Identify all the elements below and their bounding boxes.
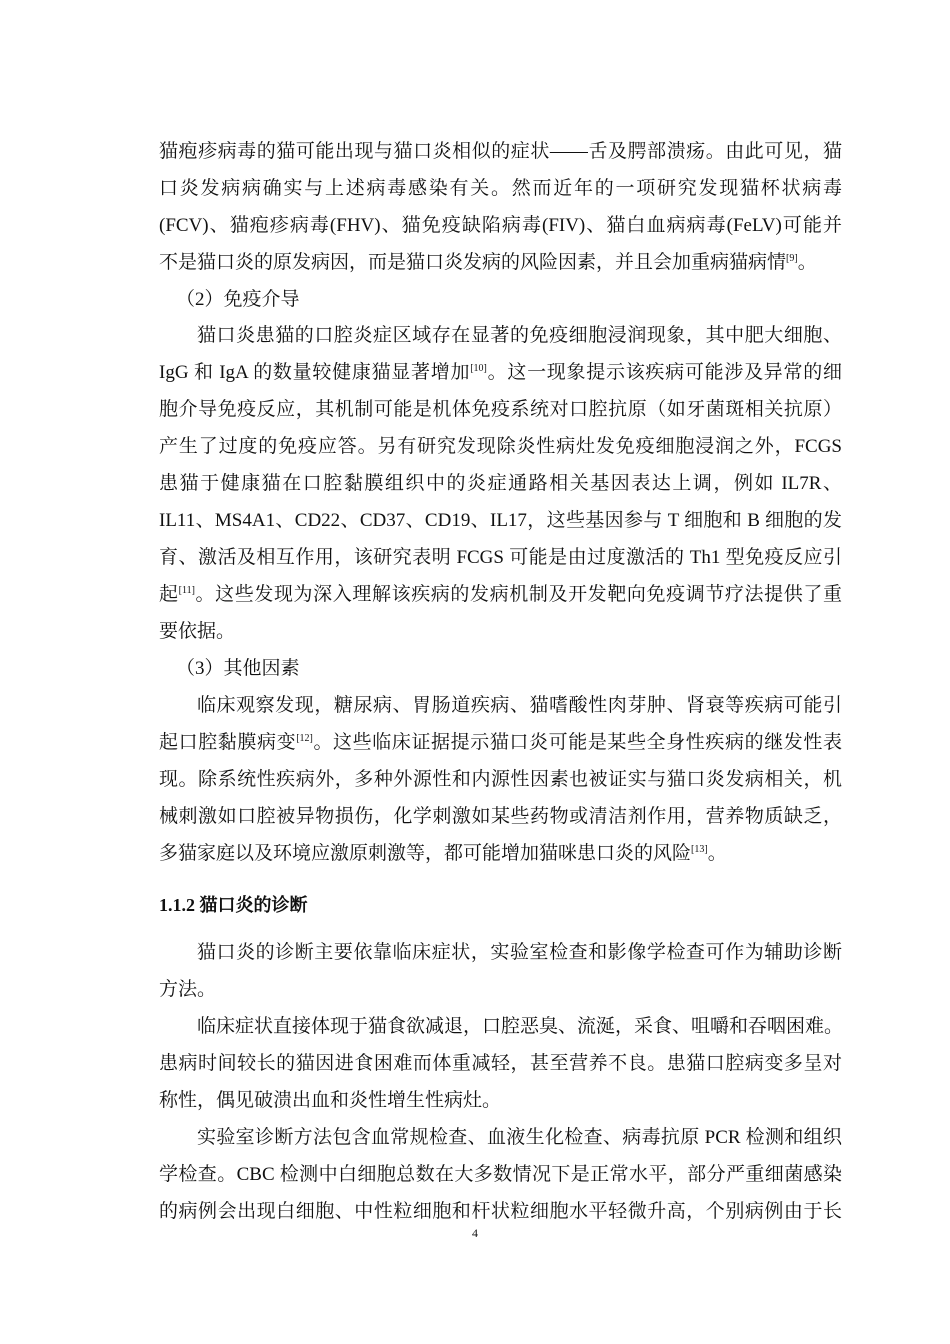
text-line: 猫口炎的诊断主要依靠临床症状，实验室检查和影像学检查可作为辅助诊断 <box>197 942 842 963</box>
text-line: 实验室诊断方法包含血常规检查、血液生化检查、病毒抗原 PCR 检测和组织 <box>197 1127 842 1148</box>
text-span: IgG 和 IgA 的数量较健康猫显著增加 <box>159 362 471 383</box>
page-number: 4 <box>472 1226 478 1240</box>
text-line: 育、激活及相互作用，该研究表明 FCGS 可能是由过度激活的 Th1 型免疫反应引 <box>159 547 842 568</box>
text-line: 要依据。 <box>159 621 236 642</box>
subsection-heading: （3）其他因素 <box>176 658 300 679</box>
text-line <box>159 251 842 275</box>
text-span: 起口腔黏膜病变 <box>159 732 297 753</box>
text-line <box>159 361 842 385</box>
text-span: 起 <box>159 584 179 605</box>
text-line <box>159 583 842 607</box>
text-span: 。 <box>797 252 817 273</box>
section-heading: 1.1.2 猫口炎的诊断 <box>159 895 308 915</box>
text-line: IL11、MS4A1、CD22、CD37、CD19、IL17，这些基因参与 T 细胞和 B 细胞的发 <box>159 510 842 531</box>
subsection-heading: （2）免疫介导 <box>176 289 300 310</box>
text-span: 。这些发现为深入理解该疾病的发病机制及开发靶向免疫调节疗法提供了重 <box>194 584 842 605</box>
text-line: 学检查。CBC 检测中白细胞总数在大多数情况下是正常水平，部分严重细菌感染 <box>159 1164 842 1185</box>
text-span: 。这一现象提示该疾病可能涉及异常的细 <box>486 362 842 383</box>
citation-ref: [13] <box>691 844 708 855</box>
text-span: 不是猫口炎的原发病因，而是猫口炎发病的风险因素，并且会加重病猫病情 <box>159 252 787 273</box>
text-span: 多猫家庭以及环境应激原刺激等，都可能增加猫咪患口炎的风险 <box>159 843 692 864</box>
text-line <box>159 842 842 866</box>
text-line: 口炎发病病确实与上述病毒感染有关。然而近年的一项研究发现猫杯状病毒 <box>159 178 842 199</box>
text-line: 患病时间较长的猫因进食困难而体重减轻，甚至营养不良。患猫口腔病变多呈对 <box>159 1053 842 1074</box>
text-line: 临床观察发现，糖尿病、胃肠道疾病、猫嗜酸性肉芽肿、肾衰等疾病可能引 <box>197 695 842 716</box>
text-span: 。 <box>707 843 727 864</box>
citation-ref: [10] <box>470 363 487 374</box>
citation-ref: [11] <box>178 585 195 596</box>
text-span: 。这些临床证据提示猫口炎可能是某些全身性疾病的继发性表 <box>312 732 842 753</box>
citation-ref: [12] <box>296 733 313 744</box>
citation-ref: [9] <box>786 253 798 264</box>
text-line: 械刺激如口腔被异物损伤，化学刺激如某些药物或清洁剂作用，营养物质缺乏， <box>159 806 842 827</box>
text-line: 患猫于健康猫在口腔黏膜组织中的炎症通路相关基因表达上调，例如 IL7R、 <box>159 473 842 494</box>
text-line: 猫疱疹病毒的猫可能出现与猫口炎相似的症状——舌及腭部溃疡。由此可见，猫 <box>159 141 842 162</box>
text-line: 临床症状直接体现于猫食欲减退，口腔恶臭、流涎，采食、咀嚼和吞咽困难。 <box>197 1016 844 1037</box>
text-line: 称性，偶见破溃出血和炎性增生性病灶。 <box>159 1090 502 1111</box>
text-line: (FCV)、猫疱疹病毒(FHV)、猫免疫缺陷病毒(FIV)、猫白血病病毒(FeLV)可能并 <box>159 215 842 236</box>
text-line: 的病例会出现白细胞、中性粒细胞和杆状粒细胞水平轻微升高，个别病例由于长 <box>159 1201 842 1222</box>
text-line: 产生了过度的免疫应答。另有研究发现除炎性病灶发免疫细胞浸润之外，FCGS <box>159 436 842 457</box>
text-line: 猫口炎患猫的口腔炎症区域存在显著的免疫细胞浸润现象，其中肥大细胞、 <box>197 325 842 346</box>
text-line: 现。除系统性疾病外，多种外源性和内源性因素也被证实与猫口炎发病相关，机 <box>159 769 842 790</box>
text-line: 方法。 <box>159 979 217 1000</box>
text-line <box>159 731 842 755</box>
text-line: 胞介导免疫反应，其机制可能是机体免疫系统对口腔抗原（如牙菌斑相关抗原） <box>159 399 842 420</box>
